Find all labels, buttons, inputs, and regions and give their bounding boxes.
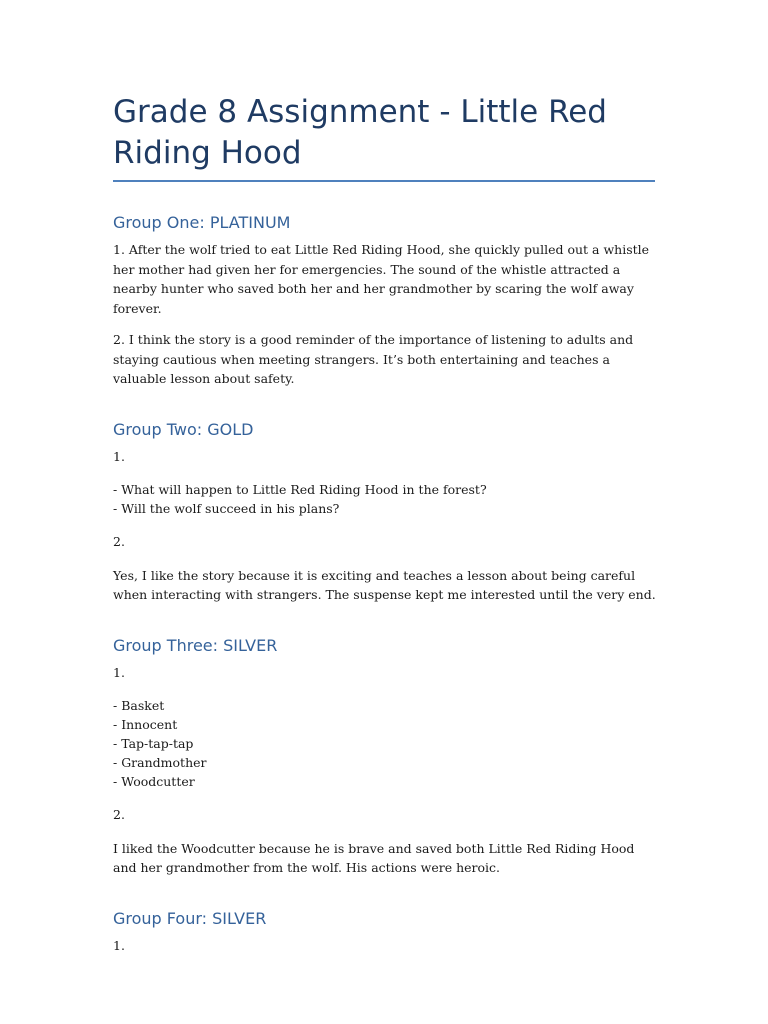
list-item: - Grandmother — [113, 755, 207, 770]
group-two-heading: Group Two: GOLD — [113, 419, 254, 439]
list-item: - Innocent — [113, 717, 178, 732]
group-one-answer-2: 2. I think the story is a good reminder of the importance of listening to adults and staying cautious when meeting strangers. It’s both entertaining and teaches a valuable lesson about safety. — [113, 332, 634, 386]
list-item: - Tap-tap-tap — [113, 736, 194, 751]
list-item: - Basket — [113, 698, 165, 713]
list-item: - Woodcutter — [113, 774, 195, 789]
group-one-answer-1: 1. After the wolf tried to eat Little Red Riding Hood, she quickly pulled out a whistle her mother had given her for emergencies. The sound of the whistle attracted a nearby hunter who saved both her and her grandmother by scaring the wolf away forever. — [113, 242, 650, 316]
group-three-number-2: 2. — [113, 807, 125, 822]
group-three-section — [113, 635, 658, 878]
group-three-number-1: 1. — [113, 664, 125, 680]
group-three-answer-2: I liked the Woodcutter because he is brave and saved both Little Red Riding Hood and her grandmother from the wolf. His actions were heroic. — [113, 840, 635, 875]
list-item: - What will happen to Little Red Riding Hood in the forest? — [113, 482, 487, 497]
group-two-section — [113, 419, 658, 605]
list-item: - Will the wolf succeed in his plans? — [113, 501, 340, 516]
group-four-heading: Group Four: SILVER — [113, 908, 267, 928]
group-four-number-1: 1. — [113, 937, 125, 953]
group-two-number-2: 2. — [113, 534, 125, 549]
group-three-heading: Group Three: SILVER — [113, 635, 278, 655]
document-body — [113, 212, 658, 955]
title-divider — [113, 180, 655, 182]
group-two-number-1: 1. — [113, 448, 125, 464]
document-title: Grade 8 Assignment - Little Red Riding Hood — [113, 94, 607, 171]
group-one-section — [113, 212, 658, 389]
group-two-answer-2: Yes, I like the story because it is exciting and teaches a lesson about being careful when interacting with strangers. The suspense kept me interested until the very end. — [113, 567, 656, 602]
group-one-heading: Group One: PLATINUM — [113, 213, 291, 232]
group-four-section — [113, 908, 658, 956]
